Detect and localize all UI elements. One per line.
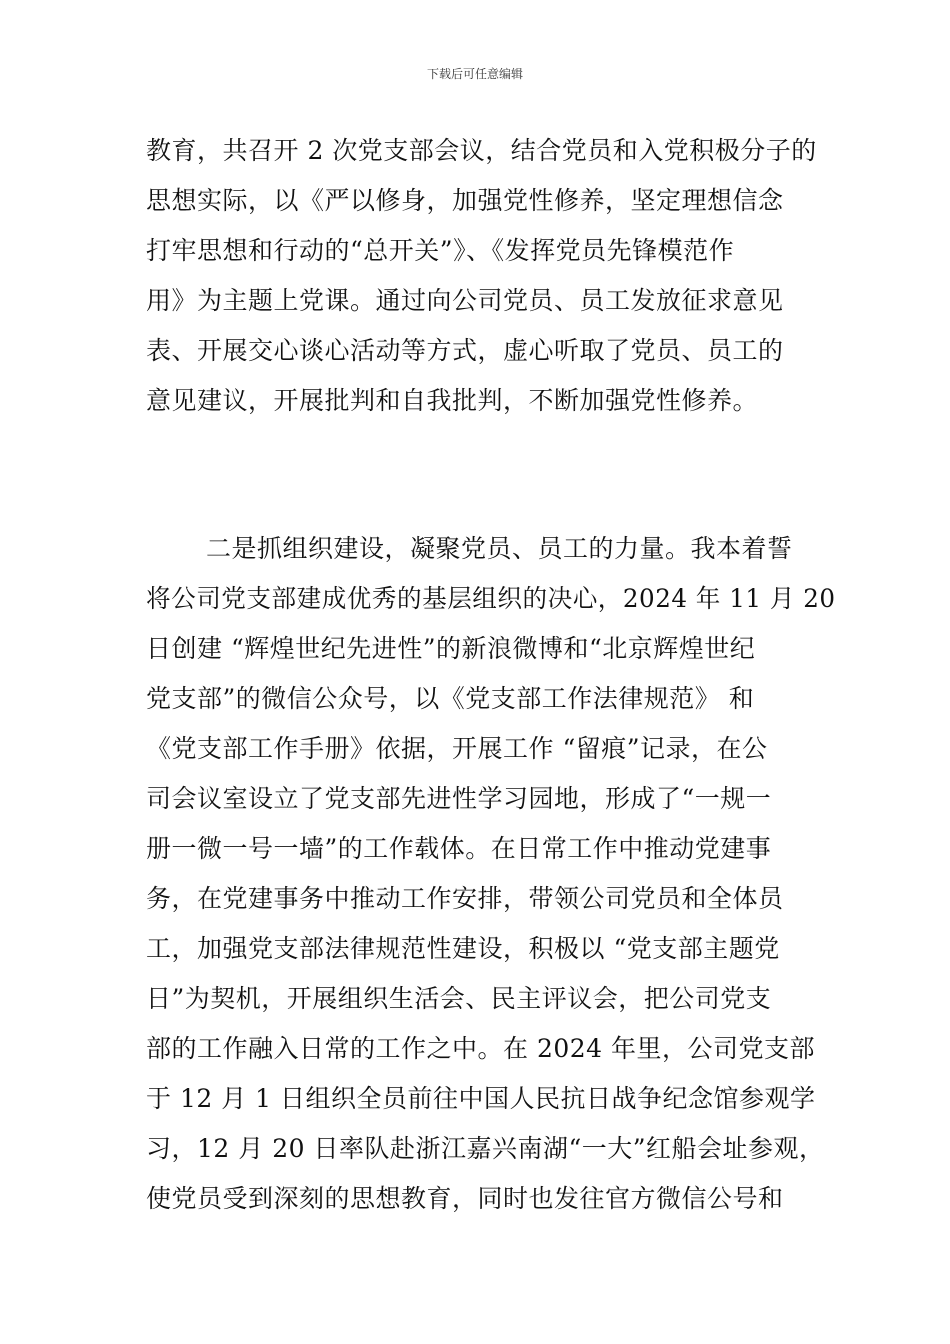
header-note: 下载后可任意编辑 bbox=[426, 67, 523, 81]
text-line: 日”为契机，开展组织生活会、民主评议会，把公司党支 bbox=[146, 984, 772, 1013]
text-line: 党支部”的微信公众号，以《党支部工作法律规范》 和 bbox=[146, 684, 755, 713]
text-line: 使党员受到深刻的思想教育，同时也发往官方微信公号和 bbox=[146, 1184, 784, 1213]
text-line: 日创建 “辉煌世纪先进性”的新浪微博和“北京辉煌世纪 bbox=[146, 634, 756, 663]
text-line: 册一微一号一墙”的工作载体。在日常工作中推动党建事 bbox=[146, 834, 772, 863]
text-line: 《党支部工作手册》依据，开展工作 “留痕”记录，在公 bbox=[146, 734, 768, 763]
text-line: 打牢思想和行动的“总开关”》、《发挥党员先锋模范作 bbox=[146, 236, 735, 265]
text-line: 司会议室设立了党支部先进性学习园地，形成了“一规一 bbox=[146, 784, 772, 813]
text-line: 工，加强党支部法律规范性建设，积极以 “党支部主题党 bbox=[146, 934, 780, 963]
text-line: 意见建议，开展批判和自我批判，不断加强党性修养。 bbox=[146, 386, 759, 415]
text-line: 务，在党建事务中推动工作安排，带领公司党员和全体员 bbox=[146, 884, 784, 913]
text-line: 用》为主题上党课。通过向公司党员、员工发放征求意见 bbox=[146, 286, 784, 315]
text-line: 思想实际，以《严以修身，加强党性修养，坚定理想信念 bbox=[146, 186, 784, 215]
text-line: 表、开展交心谈心活动等方式，虚心听取了党员、员工的 bbox=[146, 336, 784, 365]
text-line: 部的工作融入日常的工作之中。在 2024 年里，公司党支部 bbox=[146, 1034, 816, 1063]
text-line: 于 12 月 1 日组织全员前往中国人民抗日战争纪念馆参观学 bbox=[146, 1084, 816, 1113]
text-line: 教育，共召开 2 次党支部会议，结合党员和入党积极分子的 bbox=[146, 136, 817, 165]
text-line: 将公司党支部建成优秀的基层组织的决心，2024 年 11 月 20 bbox=[146, 584, 836, 613]
text-line: 二是抓组织建设，凝聚党员、员工的力量。我本着誓 bbox=[206, 534, 793, 563]
text-line: 习，12 月 20 日率队赴浙江嘉兴南湖“一大”红船会址参观， bbox=[146, 1134, 825, 1163]
